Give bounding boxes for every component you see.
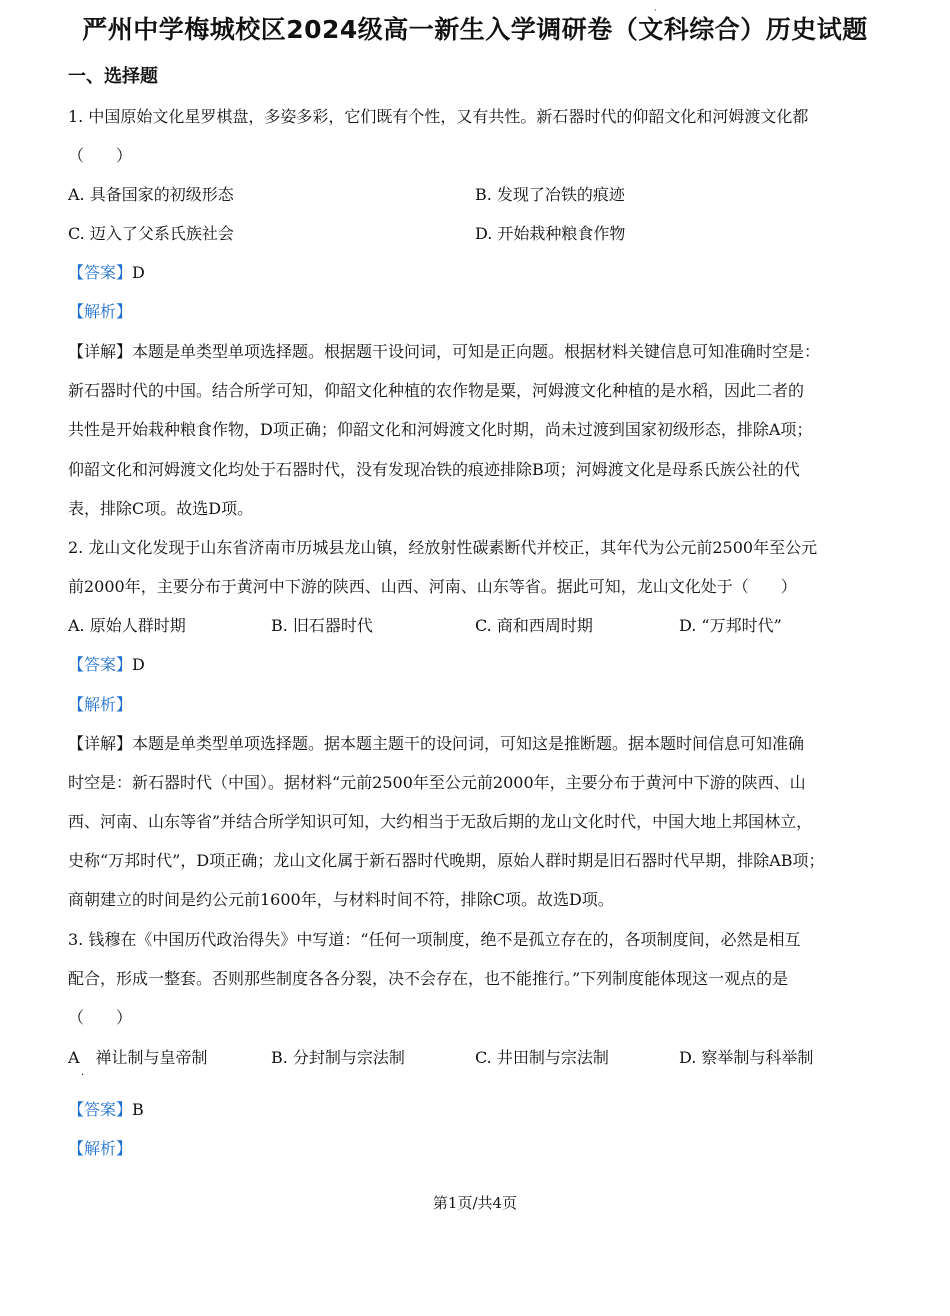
answer-label: 【答案】 (68, 263, 133, 282)
q1-option-b: B. 发现了冶铁的痕迹 (475, 185, 625, 204)
q2-option-d: D. “万邦时代” (679, 616, 782, 635)
q1-answer (68, 260, 145, 283)
q3-stem-line-3: （ ） (68, 1008, 133, 1027)
q2-detail-line-1: 【详解】本题是单类型单项选择题。据本题主题干的设问词，可知这是推断题。据本题时间信息可知准确 (68, 734, 805, 753)
q1-detail-line-2: 新石器时代的中国。结合所学可知，仰韶文化种植的农作物是粟，河姆渡文化种植的是水稻，因此二者的 (68, 381, 805, 400)
answer-label: 【答案】 (68, 655, 133, 674)
q2-option-a: A. 原始人群时期 (68, 616, 186, 635)
page-footer: 第1页/共4页 (432, 1194, 518, 1212)
q3-analysis-label: 【解析】 (68, 1139, 133, 1158)
q1-detail-line-5: 表，排除C项。故选D项。 (68, 499, 254, 518)
q3-stem-line-1: 3. 钱穆在《中国历代政治得失》中写道：“任何一项制度，绝不是孤立存在的，各项制度间，必然是相互 (68, 930, 801, 949)
q1-detail-line-4: 仰韶文化和河姆渡文化均处于石器时代，没有发现冶铁的痕迹排除B项；河姆渡文化是母系氏族公社的代 (68, 460, 800, 479)
q2-detail-line-2: 时空是：新石器时代（中国）。据材料“元前2500年至公元前2000年，主要分布于黄河中下游的陕西、山 (68, 773, 806, 792)
q2-stem-line-1: 2. 龙山文化发现于山东省济南市历城县龙山镇，经放射性碳素断代并校正，其年代为公元前2500年至公元 (68, 538, 818, 557)
q1-detail-line-3: 共性是开始栽种粮食作物，D项正确；仰韶文化和河姆渡文化时期，尚未过渡到国家初级形态，排除A项； (68, 420, 813, 439)
answer-value: D (132, 655, 145, 674)
q2-option-b: B. 旧石器时代 (271, 616, 373, 635)
q1-detail-line-1: 【详解】本题是单类型单项选择题。根据题干设问词，可知是正向题。根据材料关键信息可知准确时空是： (68, 342, 821, 361)
page-title: 严州中学梅城校区2024级高一新生入学调研卷（文科综合）历史试题 (82, 15, 868, 44)
q1-option-a: A. 具备国家的初级形态 (68, 185, 234, 204)
answer-label: 【答案】 (68, 1100, 133, 1119)
answer-value: B (132, 1100, 144, 1119)
q2-answer (68, 652, 145, 675)
decorative-dot: · (654, 6, 657, 16)
q1-stem-line-2: （ ） (68, 146, 133, 165)
answer-value: D (132, 263, 145, 282)
q2-option-c: C. 商和西周时期 (475, 616, 593, 635)
q2-detail-line-5: 商朝建立的时间是约公元前1600年，与材料时间不符，排除C项。故选D项。 (68, 890, 614, 909)
q2-analysis-label: 【解析】 (68, 695, 133, 714)
q1-stem-line-1: 1. 中国原始文化星罗棋盘，多姿多彩，它们既有个性，又有共性。新石器时代的仰韶文化和河姆渡文化都 (68, 107, 809, 126)
q1-analysis-label: 【解析】 (68, 302, 133, 321)
q3-answer (68, 1097, 144, 1120)
q3-option-c: C. 井田制与宗法制 (475, 1048, 609, 1067)
q3-stem-line-2: 配合，形成一整套。否则那些制度各各分裂，决不会存在，也不能推行。”下列制度能体现这一观点的是 (68, 969, 789, 988)
q2-stem-line-2: 前2000年，主要分布于黄河中下游的陕西、山西、河南、山东等省。据此可知，龙山文化处于（ ） (68, 577, 797, 596)
q3-option-a: A 禅让制与皇帝制 (68, 1048, 208, 1067)
q1-option-c: C. 迈入了父系氏族社会 (68, 224, 234, 243)
decorative-dot: · (81, 1070, 85, 1081)
q1-option-d: D. 开始栽种粮食作物 (475, 224, 626, 243)
q2-detail-line-4: 史称“万邦时代”，D项正确；龙山文化属于新石器时代晚期，原始人群时期是旧石器时代早期，排除AB项； (68, 851, 825, 870)
q3-option-b: B. 分封制与宗法制 (271, 1048, 405, 1067)
q2-detail-line-3: 西、河南、山东等省”并结合所学知识可知，大约相当于无敌后期的龙山文化时代，中国大地上邦国林立， (68, 812, 813, 831)
q3-option-d: D. 察举制与科举制 (679, 1048, 814, 1067)
section-heading: 一、选择题 (68, 66, 158, 87)
